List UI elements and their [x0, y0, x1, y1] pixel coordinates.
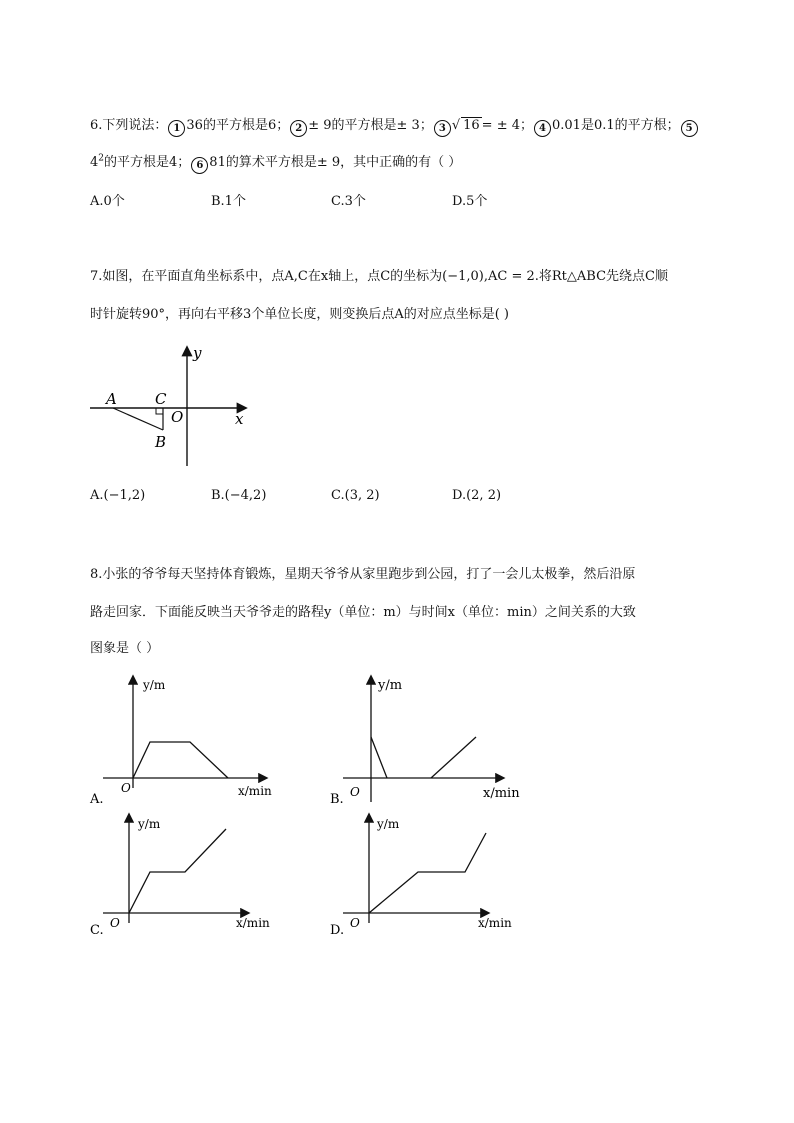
q6-statement-4: 0.01是0.1的平方根；: [552, 118, 680, 133]
graph-d-origin: O: [350, 916, 360, 930]
circle-4: 4: [534, 120, 551, 137]
sqrt-radicand: 16: [463, 118, 480, 133]
q6-exponent: 2: [98, 153, 105, 164]
graph-c-origin: O: [110, 916, 120, 930]
q6-statement-5: 的平方根是4；: [104, 155, 191, 170]
q6-option-d[interactable]: D.5个: [452, 194, 488, 209]
q8-line-3: 图象是（ ）: [90, 641, 160, 656]
graph-d-curve: [369, 833, 486, 913]
q7-option-c[interactable]: C.(3, 2): [331, 488, 380, 503]
graph-c[interactable]: [88, 810, 278, 940]
q6-option-c[interactable]: C.3个: [331, 194, 366, 209]
circle-2: 2: [290, 120, 307, 137]
graph-c-curve: [129, 829, 226, 913]
q6-statement-1: 36的平方根是6；: [186, 118, 290, 133]
circle-1: 1: [168, 120, 185, 137]
q8-line-2: 路走回家．下面能反映当天爷爷走的路程y（单位：m）与时间x（单位：min）之间关系的大致: [90, 605, 636, 620]
sqrt-sign: √: [451, 118, 461, 133]
q7-option-b[interactable]: B.(−4,2): [211, 488, 267, 503]
graph-a-curve: [133, 742, 228, 778]
q6-option-b[interactable]: B.1个: [211, 194, 246, 209]
q8-line-1: 8.小张的爷爷每天坚持体育锻炼，星期天爷爷从家里跑步到公园，打了一会儿太极拳，然后沿原: [90, 567, 636, 582]
graph-b-curve-1: [371, 737, 387, 778]
label-origin: O: [171, 408, 184, 426]
graph-a-label: A.: [90, 792, 104, 807]
graph-b-ylabel: y/m: [378, 678, 403, 693]
q6-line-2: [90, 151, 461, 174]
graph-a[interactable]: [88, 672, 278, 807]
graph-b-origin: O: [350, 785, 360, 799]
graph-c-ylabel: y/m: [138, 817, 161, 831]
graph-d-xlabel: x/min: [478, 916, 512, 930]
q6-option-a[interactable]: A.0个: [90, 194, 125, 209]
graph-c-xlabel: x/min: [236, 916, 270, 930]
q7-line-2: 时针旋转90°，再向右平移3个单位长度，则变换后点A的对应点坐标是( ): [90, 307, 509, 322]
circle-3: 3: [434, 120, 451, 137]
graph-b-xlabel: x/min: [483, 786, 520, 801]
graph-a-origin: O: [121, 781, 131, 795]
q6-base: 4: [90, 155, 99, 170]
q7-option-a[interactable]: A.(−1,2): [90, 488, 146, 503]
q6-line-1: [90, 114, 699, 137]
label-x: x: [235, 410, 244, 428]
label-y: y: [193, 344, 202, 362]
label-c: C: [155, 390, 167, 408]
q7-option-d[interactable]: D.(2, 2): [452, 488, 502, 503]
graph-d-ylabel: y/m: [377, 817, 400, 831]
label-a: A: [106, 390, 117, 408]
q6-statement-2: ± 9的平方根是± 3；: [308, 118, 433, 133]
q7-figure: [85, 340, 265, 475]
q7-line-1: 7.如图，在平面直角坐标系中，点A,C在x轴上，点C的坐标为(−1,0),AC = 2.将Rt△ABC先绕点C顺: [90, 269, 668, 284]
graph-a-xlabel: x/min: [238, 784, 272, 798]
graph-b[interactable]: [328, 672, 528, 807]
q6-statement-6: 81的算术平方根是± 9，其中正确的有（ ）: [209, 155, 462, 170]
graph-d[interactable]: [328, 810, 528, 940]
graph-c-label: C.: [90, 923, 104, 938]
circle-6: 6: [191, 157, 208, 174]
q6-statement-3: = ± 4；: [481, 118, 533, 133]
q6-stem-start: 6.下列说法：: [90, 118, 168, 133]
label-b: B: [155, 433, 167, 451]
right-angle-mark: [156, 408, 163, 414]
graph-b-label: B.: [330, 792, 344, 807]
graph-d-label: D.: [330, 923, 345, 938]
graph-b-curve-2: [431, 737, 476, 778]
graph-a-ylabel: y/m: [143, 678, 166, 692]
circle-5: 5: [681, 120, 698, 137]
